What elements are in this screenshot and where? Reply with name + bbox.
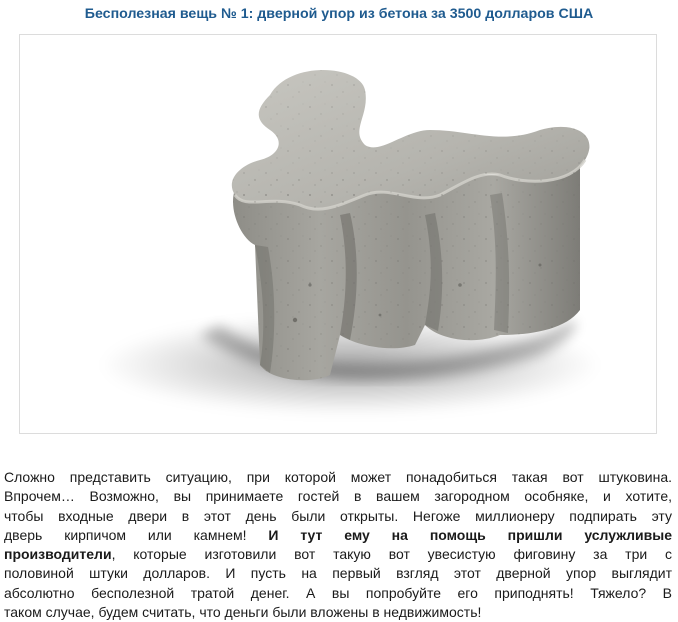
article-line: Сложно представить ситуацию, при которой может понадобиться такая вот штуковина.	[4, 469, 672, 485]
product-photo	[19, 34, 657, 434]
article-line: производители, которые изготовили вот такую вот увесистую фиговину за три с	[4, 546, 672, 563]
article-line: дверь кирпичом или камнем! И тут ему на помощь пришли услужливые	[4, 526, 672, 543]
article-line: абсолютно бесполезной тратой денег. А вы попробуйте его приподнять! Тяжело? В	[4, 584, 672, 601]
bold-highlight: производители	[4, 546, 112, 563]
article-line: Впрочем… Возможно, вы принимаете гостей в вашем загородном особняке, и хотите,	[4, 488, 672, 505]
bold-highlight: И тут ему на помощь пришли услужливые	[268, 526, 672, 543]
page-title: Бесполезная вещь № 1: дверной упор из бетона за 3500 долларов США	[84, 6, 594, 22]
article-line: чтобы входные двери в этот день были открыты. Негоже миллионеру подпирать эту	[4, 507, 672, 524]
article-text	[4, 468, 672, 622]
article-line: таком случае, будем считать, что деньги были вложены в недвижимость!	[4, 604, 482, 621]
article-line: половиной штуки долларов. И пусть на первый взгляд этот дверной упор выглядит	[4, 565, 672, 582]
concrete-doorstop-image	[20, 35, 656, 433]
